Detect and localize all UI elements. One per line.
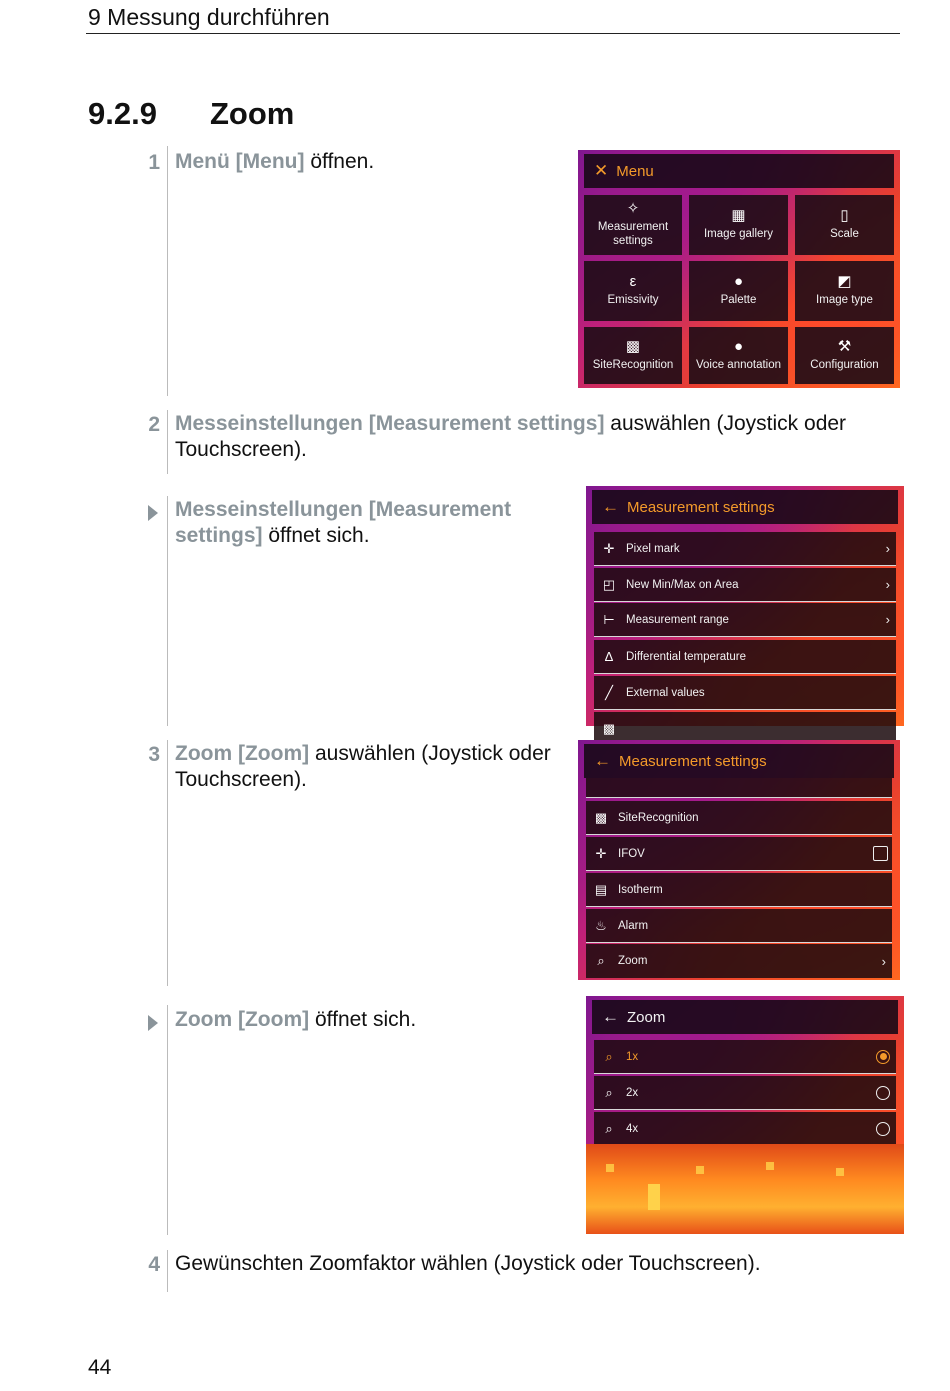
zoom-title-bar [592,1000,898,1034]
settings-title-bar [584,744,894,778]
settings-item-ifov[interactable] [586,837,892,871]
item-label: Measurement range [626,613,729,626]
tile-label: Palette [720,294,757,306]
section-number: 9.2.9 [88,96,157,131]
step-divider [167,146,168,396]
range-icon: ⊢ [603,611,615,627]
radio-selected[interactable] [876,1050,890,1064]
step-highlight: Messeinstellungen [Measurement settings] [175,412,605,435]
step-text [175,741,565,793]
tile-palette[interactable] [689,261,788,321]
result-text [175,497,565,549]
zoom-option-1x[interactable] [594,1040,896,1074]
settings-item-new-min-max[interactable] [594,568,896,602]
item-label: Isotherm [618,883,663,896]
item-label: Differential temperature [626,650,746,663]
chevron-right-icon: › [885,541,890,556]
qr-code-icon: ▩ [625,337,641,355]
step-rest: auswählen (Joystick oder Touchscreen). [175,412,847,461]
settings-item-siterecognition[interactable] [586,801,892,835]
step-highlight: Zoom [Zoom] [175,742,310,765]
step-divider [167,1005,168,1235]
menu-title-bar [584,154,894,188]
building-door [648,1184,660,1210]
item-label: Zoom [618,955,648,967]
item-label: External values [626,686,705,699]
radio-unselected[interactable] [876,1122,890,1136]
crosshair-icon: ✛ [595,845,607,861]
zoom-icon: ⌕ [597,953,605,968]
tile-scale[interactable] [795,195,894,255]
settings-item-isotherm[interactable] [586,873,892,907]
section-title: Zoom [210,96,295,131]
item-label: Pixel mark [626,542,680,555]
zoom-icon: ⌕ [605,1084,613,1100]
settings-item-external-values[interactable] [594,676,896,710]
page-number: 44 [88,1356,112,1379]
measurement-settings-icon: ✧ [626,200,640,217]
step-rest: öffnen. [304,150,375,173]
menu-title: Menu [616,162,654,180]
ifov-checkbox[interactable] [873,846,888,861]
delta-t-icon: Δ [604,649,614,664]
building-window [696,1166,704,1174]
tile-label: Measurement settings [597,221,669,247]
settings-title: Measurement settings [627,498,775,516]
tile-siterecognition[interactable] [584,327,682,384]
step-number: 4 [148,1253,160,1276]
step-divider [167,1250,168,1292]
settings-title-bar [592,490,898,524]
step-divider [167,496,168,726]
wrench-icon: ⚒ [837,337,852,355]
result-arrow-icon [146,503,160,523]
measurement-settings-screenshot [586,486,904,736]
building-window [766,1162,774,1170]
scale-icon: ▯ [840,207,849,224]
speech-bubble-icon: ● [733,337,744,355]
zoom-icon: ⌕ [605,1048,613,1064]
settings-item-zoom[interactable] [586,944,892,978]
building-window [606,1164,614,1172]
item-label: IFOV [618,847,645,860]
tile-label: Configuration [810,358,879,371]
tile-label: Image gallery [703,228,774,240]
item-label: SiteRecognition [618,811,699,824]
step-number: 1 [148,151,160,174]
back-arrow-icon[interactable]: ← [602,497,619,516]
chevron-right-icon: › [885,577,890,592]
settings-item-measurement-range[interactable] [594,603,896,637]
qr-code-icon: ▩ [602,720,616,736]
result-arrow-icon [146,1013,160,1033]
step-number: 3 [148,743,160,766]
step-highlight: Messeinstellungen [Measurement settings] [175,498,512,547]
step-highlight: Menü [Menu] [175,150,305,173]
emissivity-icon: ε [629,273,637,290]
tile-label: Scale [830,228,859,240]
settings-item-partial [586,778,892,798]
step-highlight: Zoom [Zoom] [175,1008,310,1031]
settings-item-differential-temperature[interactable] [594,640,896,674]
image-type-icon: ◩ [837,273,852,290]
option-label: 2x [626,1086,639,1099]
step-divider [167,740,168,986]
header-rule [86,33,900,34]
palette-icon: ● [733,273,744,290]
tile-label: Emissivity [607,294,659,306]
tile-emissivity[interactable] [584,261,682,321]
step-rest: öffnet sich. [309,1008,417,1031]
item-label: Alarm [618,919,649,932]
area-icon: ◰ [602,576,616,592]
step-number: 2 [148,413,160,436]
step-rest: auswählen (Joystick oder Touchscreen). [175,742,551,791]
zoom-option-4x[interactable] [594,1112,896,1146]
step-rest: öffnet sich. [262,524,370,547]
step-text [175,411,895,463]
alarm-icon: ♨ [595,917,607,933]
zoom-option-2x[interactable] [594,1076,896,1110]
close-icon[interactable]: ✕ [594,161,609,180]
zoom-icon: ⌕ [605,1121,613,1136]
tile-label: SiteRecognition [592,358,674,371]
chapter-header: 9 Messung durchführen [88,4,330,30]
building-window [836,1168,844,1176]
zoom-title: Zoom [627,1008,666,1026]
step-text: Gewünschten Zoomfaktor wählen (Joystick oder Touchscreen). [175,1252,761,1275]
tile-measurement-settings[interactable] [584,195,682,255]
tile-image-type[interactable] [795,261,894,321]
tile-image-gallery[interactable] [689,195,788,255]
back-arrow-icon[interactable]: ← [602,1007,619,1026]
qr-code-icon: ▩ [594,809,608,825]
step-text [175,149,565,175]
pen-icon: ╱ [605,684,613,700]
settings-item-alarm[interactable] [586,909,892,943]
chevron-right-icon: › [885,612,890,627]
tile-label: Image type [816,294,873,306]
isotherm-icon: ▤ [594,881,608,897]
step-divider [167,410,168,474]
settings-title: Measurement settings [619,752,767,770]
item-label: New Min/Max on Area [626,578,739,591]
thermal-building-image [586,1144,904,1234]
option-label: 1x [626,1050,639,1063]
measurement-settings-scrolled-screenshot [578,740,900,980]
zoom-screenshot [586,996,904,1234]
tile-voice-annotation[interactable] [689,327,788,384]
crosshair-icon: ✛ [603,540,615,556]
tile-configuration[interactable] [795,327,894,384]
option-label: 4x [626,1123,639,1135]
settings-item-pixel-mark[interactable] [594,532,896,566]
chevron-right-icon: › [881,953,886,969]
image-gallery-icon: ▦ [731,207,746,224]
tile-label: Voice annotation [695,358,782,371]
result-text [175,1007,565,1033]
menu-screenshot [578,150,900,388]
radio-unselected[interactable] [876,1086,890,1100]
back-arrow-icon[interactable]: ← [594,751,611,770]
